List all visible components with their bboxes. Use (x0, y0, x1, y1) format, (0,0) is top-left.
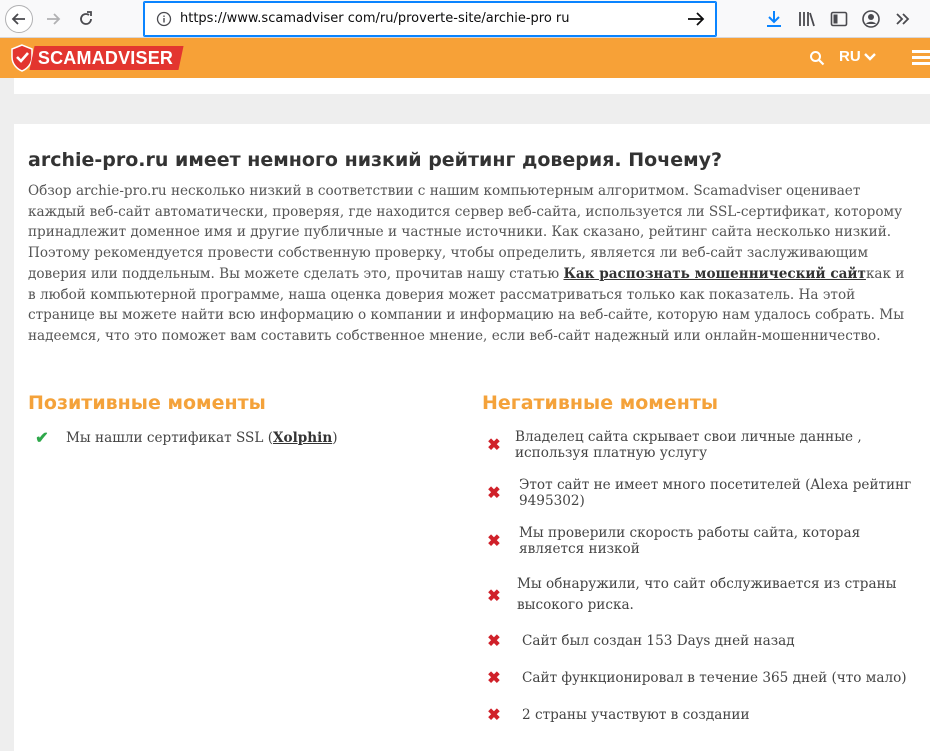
sidebar-icon[interactable] (829, 9, 849, 29)
address-bar[interactable] (143, 1, 717, 37)
arrow-left-icon (11, 11, 27, 27)
language-selector[interactable] (839, 48, 876, 65)
download-icon[interactable] (764, 9, 784, 29)
negative-item: ✖ Сайт был создан 153 Days дней назад (487, 631, 795, 650)
library-icon[interactable] (797, 9, 817, 29)
negative-item: ✖ Мы обнаружили, что сайт обслуживается из страны высокого риска. (487, 576, 897, 613)
url-text[interactable]: https://www.scamadviser com/ru/proverte-site/archie-pro ru (180, 11, 570, 26)
go-arrow-icon[interactable] (686, 10, 706, 28)
site-header (0, 38, 930, 78)
chevron-down-icon (864, 52, 876, 62)
cross-icon: ✖ (487, 483, 501, 502)
cross-icon: ✖ (487, 705, 501, 724)
back-button[interactable] (5, 5, 33, 33)
negative-item: ✖ Этот сайт не имеет много посетителей (Alexa рейтинг 9495302) (487, 477, 912, 509)
check-icon: ✔ (35, 428, 49, 447)
negatives-heading: Негативные моменты (482, 392, 719, 414)
scamadviser-logo[interactable] (10, 44, 181, 72)
menu-icon[interactable] (912, 50, 930, 66)
negative-item: ✖ Сайт функционировал в течение 365 дней (что мало) (487, 668, 907, 687)
info-icon[interactable] (156, 11, 172, 27)
review-paragraph: Обзор archie-pro.ru несколько низкий в соответствии с нашим компьютерным алгоритмом. Scamadviser оценивает каждый веб-сайт автоматически, проверяя, где находится сервер веб-сайта, используется ли SSL-сертификат, которому принадлежит доменное имя и другие публичные и частные источники. Как сказано, рейтинг сайта несколько низкий. Поэтому рекомендуется провести собственную проверку, чтобы определить, является ли веб-сайт заслуживающим доверия или поддельным. Вы можете сделать это, прочитав нашу статью Как распознать мошеннический сайткак и в любой компьютерной программе, наша оценка доверия может рассматриваться только как показатель. На этой странице вы можете найти всю информацию о компании и информацию на веб-сайте, которую нам удалось собрать. Мы надеемся, что это поможет вам составить собственное мнение, если веб-сайт надежный или онлайн-мошенничество. (28, 183, 905, 344)
reload-button[interactable] (72, 5, 100, 33)
search-icon[interactable] (809, 50, 825, 66)
browser-toolbar (0, 0, 930, 38)
reload-icon (78, 11, 94, 27)
negative-item: ✖ Владелец сайта скрывает свои личные данные , используя платную услугу (487, 429, 862, 461)
positive-item: ✔ Мы нашли сертификат SSL (Xolphin) (35, 428, 338, 447)
logo-text: SCAMADVISER (38, 47, 174, 68)
cross-icon: ✖ (487, 668, 501, 687)
cross-icon: ✖ (487, 435, 501, 454)
language-label: RU (839, 48, 861, 65)
negative-item: ✖ 2 страны участвуют в создании (487, 705, 750, 724)
cross-icon: ✖ (487, 531, 501, 550)
positives-heading: Позитивные моменты (28, 392, 266, 414)
article-link[interactable]: Как распознать мошеннический сайт (563, 265, 866, 282)
ssl-issuer-link[interactable]: Xolphin (273, 430, 333, 446)
forward-button[interactable] (39, 5, 67, 33)
account-icon[interactable] (861, 9, 881, 29)
cross-icon: ✖ (487, 585, 501, 605)
negative-item: ✖ Мы проверили скорость работы сайта, которая является низкой (487, 525, 861, 557)
page-title: archie-pro.ru имеет немного низкий рейтинг доверия. Почему? (28, 149, 723, 171)
cross-icon: ✖ (487, 631, 501, 650)
overflow-chevron-icon[interactable] (893, 9, 913, 29)
previous-section-card (14, 78, 930, 94)
arrow-right-icon (45, 11, 61, 27)
